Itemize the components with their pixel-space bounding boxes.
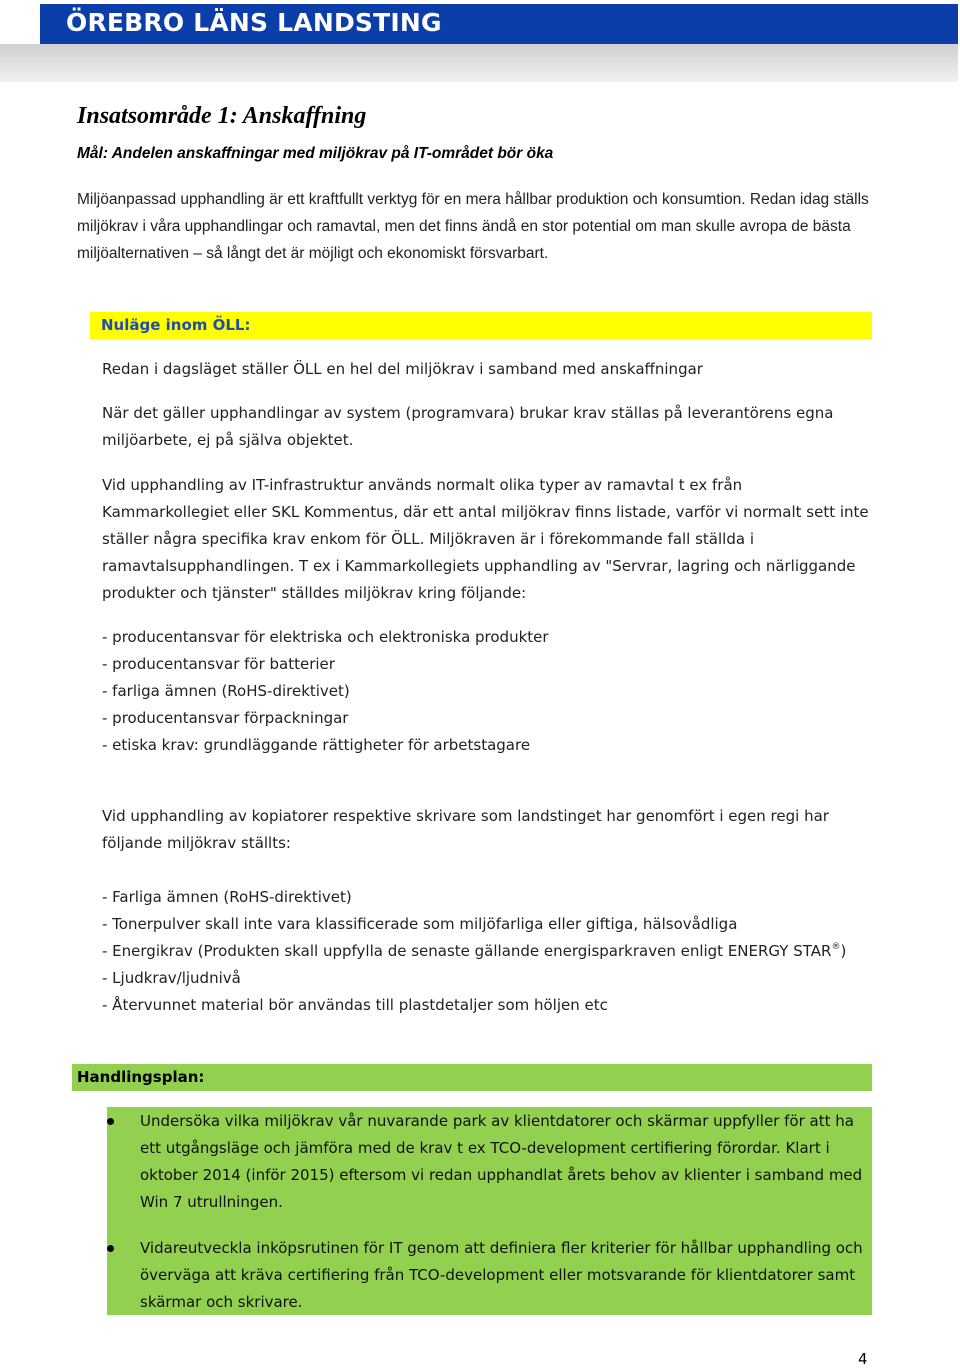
section-goal: Mål: Andelen anskaffningar med miljökrav på IT-området bör öka <box>77 145 554 162</box>
plan-item <box>107 1108 872 1216</box>
bullet-icon <box>107 1118 114 1125</box>
list-item: - producentansvar för elektriska och elektroniska produkter <box>102 628 549 646</box>
header-title: ÖREBRO LÄNS LANDSTING <box>66 8 442 37</box>
list-item: - farliga ämnen (RoHS-direktivet) <box>102 682 350 700</box>
section-title: Insatsområde 1: Anskaffning <box>77 103 367 129</box>
plan-label: Handlingsplan: <box>77 1068 205 1086</box>
list-item: - producentansvar för batterier <box>102 655 335 673</box>
nulage-paragraph-2: När det gäller upphandlingar av system (programvara) brukar krav ställas på leverantörens egna miljöarbete, ej på själva objektet. <box>102 404 834 449</box>
plan-item-text: Vidareutveckla inköpsrutinen för IT genom att definiera fler kriterier för hållbar upphandling och överväga att kräva certifiering från TCO-development eller motsvarande för klientdatorer samt skärmar och skrivare. <box>140 1239 863 1311</box>
list-item: - Tonerpulver skall inte vara klassificerade som miljöfarliga eller giftiga, hälsovådliga <box>102 915 738 933</box>
intro-text: Miljöanpassad upphandling är ett kraftfullt verktyg för en mera hållbar produktion och konsumtion. Redan idag ställs miljökrav i våra upphandlingar och ramavtal, men det finns ändå en stor potential om man skulle avropa de bästa miljöalternativen – så långt det är möjligt och ekonomiskt försvarbart. <box>77 191 869 262</box>
list-item: - Återvunnet material bör användas till plastdetaljer som höljen etc <box>102 996 608 1014</box>
list-item: - etiska krav: grundläggande rättigheter för arbetstagare <box>102 736 531 754</box>
list-item: - producentansvar förpackningar <box>102 709 349 727</box>
list-item-text: - Energikrav (Produkten skall uppfylla de senaste gällande energisparkraven enligt ENERGY STAR <box>102 942 832 960</box>
list-item: - Ljudkrav/ljudnivå <box>102 969 241 987</box>
nulage-paragraph-1: Redan i dagsläget ställer ÖLL en hel del miljökrav i samband med anskaffningar <box>102 360 703 378</box>
plan-item <box>107 1235 872 1316</box>
registered-mark: ® <box>831 942 841 952</box>
bullet-icon <box>107 1245 114 1252</box>
requirements-list-1 <box>102 624 882 759</box>
intro-paragraph <box>77 186 897 267</box>
list-item <box>102 938 882 965</box>
list-item-close: ) <box>840 942 847 960</box>
nulage-paragraph-4: Vid upphandling av kopiatorer respektive skrivare som landstinget har genomfört i egen regi har följande miljökrav ställts: <box>102 807 829 852</box>
nulage-label: Nuläge inom ÖLL: <box>101 316 251 334</box>
plan-item-text: Undersöka vilka miljökrav vår nuvarande park av klientdatorer och skärmar uppfyller för att ha ett utgångsläge och jämföra med de krav t ex TCO-development certifiering förordar. Klart i oktober 2014 (inför 2015) eftersom vi redan upphandlat årets behov av klienter i samband med Win 7 utrullningen. <box>140 1112 863 1211</box>
nulage-paragraph-3: Vid upphandling av IT-infrastruktur används normalt olika typer av ramavtal t ex från Kammarkollegiet eller SKL Kommentus, där ett antal miljökrav finns listade, varför vi normalt sett inte ställer några specifika krav enkom för ÖLL. Miljökraven är i förekommande fall ställda i ramavtalsupphandlingen. T ex i Kammarkollegiets upphandling av "Servrar, lagring och närliggande produkter och tjänster" ställdes miljökrav kring följande: <box>102 476 869 602</box>
page-number: 4 <box>858 1350 868 1368</box>
requirements-list-2 <box>102 884 882 1019</box>
list-item: - Farliga ämnen (RoHS-direktivet) <box>102 888 352 906</box>
header-shadow <box>0 44 958 82</box>
